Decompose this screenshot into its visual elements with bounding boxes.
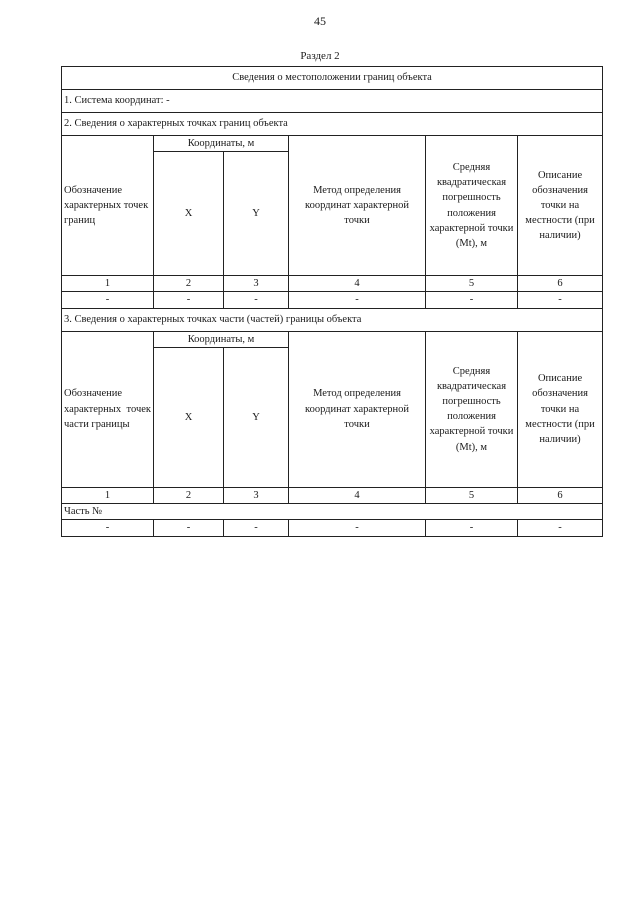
part2-col-y: Y [224, 347, 289, 487]
section-label: Раздел 2 [300, 50, 340, 62]
column-number: 5 [426, 276, 518, 292]
part1-col-point: Обозначение характерных точек границ [62, 136, 154, 276]
table-cell: - [62, 520, 154, 536]
column-number: 6 [518, 276, 603, 292]
part2-col-desc: Описание обозначения точки на местности (при наличии) [518, 331, 603, 487]
part1-col-coords: Координаты, м [154, 136, 289, 152]
table-cell: - [154, 520, 224, 536]
part1-col-error: Средняя квадратическая погрешность положения характерной точки (Mt), м [426, 136, 518, 276]
table-cell: - [224, 520, 289, 536]
page-number: 45 [314, 14, 326, 28]
part1-heading: 2. Сведения о характерных точках границ объекта [62, 113, 603, 136]
table-cell: - [518, 520, 603, 536]
column-number: 2 [154, 276, 224, 292]
table-cell: - [289, 520, 426, 536]
part2-col-x: X [154, 347, 224, 487]
column-number: 3 [224, 487, 289, 503]
column-number: 4 [289, 276, 426, 292]
part2-col-error: Средняя квадратическая погрешность положения характерной точки (Mt), м [426, 331, 518, 487]
column-number: 1 [62, 487, 154, 503]
table-title: Сведения о местоположении границ объекта [62, 67, 603, 90]
table-cell: - [224, 292, 289, 308]
part2-heading: 3. Сведения о характерных точках части (частей) границы объекта [62, 308, 603, 331]
part1-col-desc: Описание обозначения точки на местности (при наличии) [518, 136, 603, 276]
table-row [62, 520, 603, 536]
part2-number-row [62, 487, 603, 503]
part2-col-point: Обозначение характерных точек части границы [62, 331, 154, 487]
table-cell: - [289, 292, 426, 308]
table-cell: - [154, 292, 224, 308]
table-cell: - [62, 292, 154, 308]
column-number: 3 [224, 276, 289, 292]
boundary-info-table [61, 66, 603, 537]
part2-col-coords: Координаты, м [154, 331, 289, 347]
part1-col-y: Y [224, 152, 289, 276]
part1-col-method: Метод определения координат характерной точки [289, 136, 426, 276]
table-row [62, 292, 603, 308]
table-cell: - [426, 520, 518, 536]
column-number: 2 [154, 487, 224, 503]
column-number: 1 [62, 276, 154, 292]
part2-col-method: Метод определения координат характерной точки [289, 331, 426, 487]
table-cell: - [518, 292, 603, 308]
part-number-label: Часть № [62, 504, 603, 520]
table-cell: - [426, 292, 518, 308]
column-number: 5 [426, 487, 518, 503]
column-number: 4 [289, 487, 426, 503]
part1-number-row [62, 276, 603, 292]
coord-system-row: 1. Система координат: - [62, 90, 603, 113]
column-number: 6 [518, 487, 603, 503]
part1-col-x: X [154, 152, 224, 276]
